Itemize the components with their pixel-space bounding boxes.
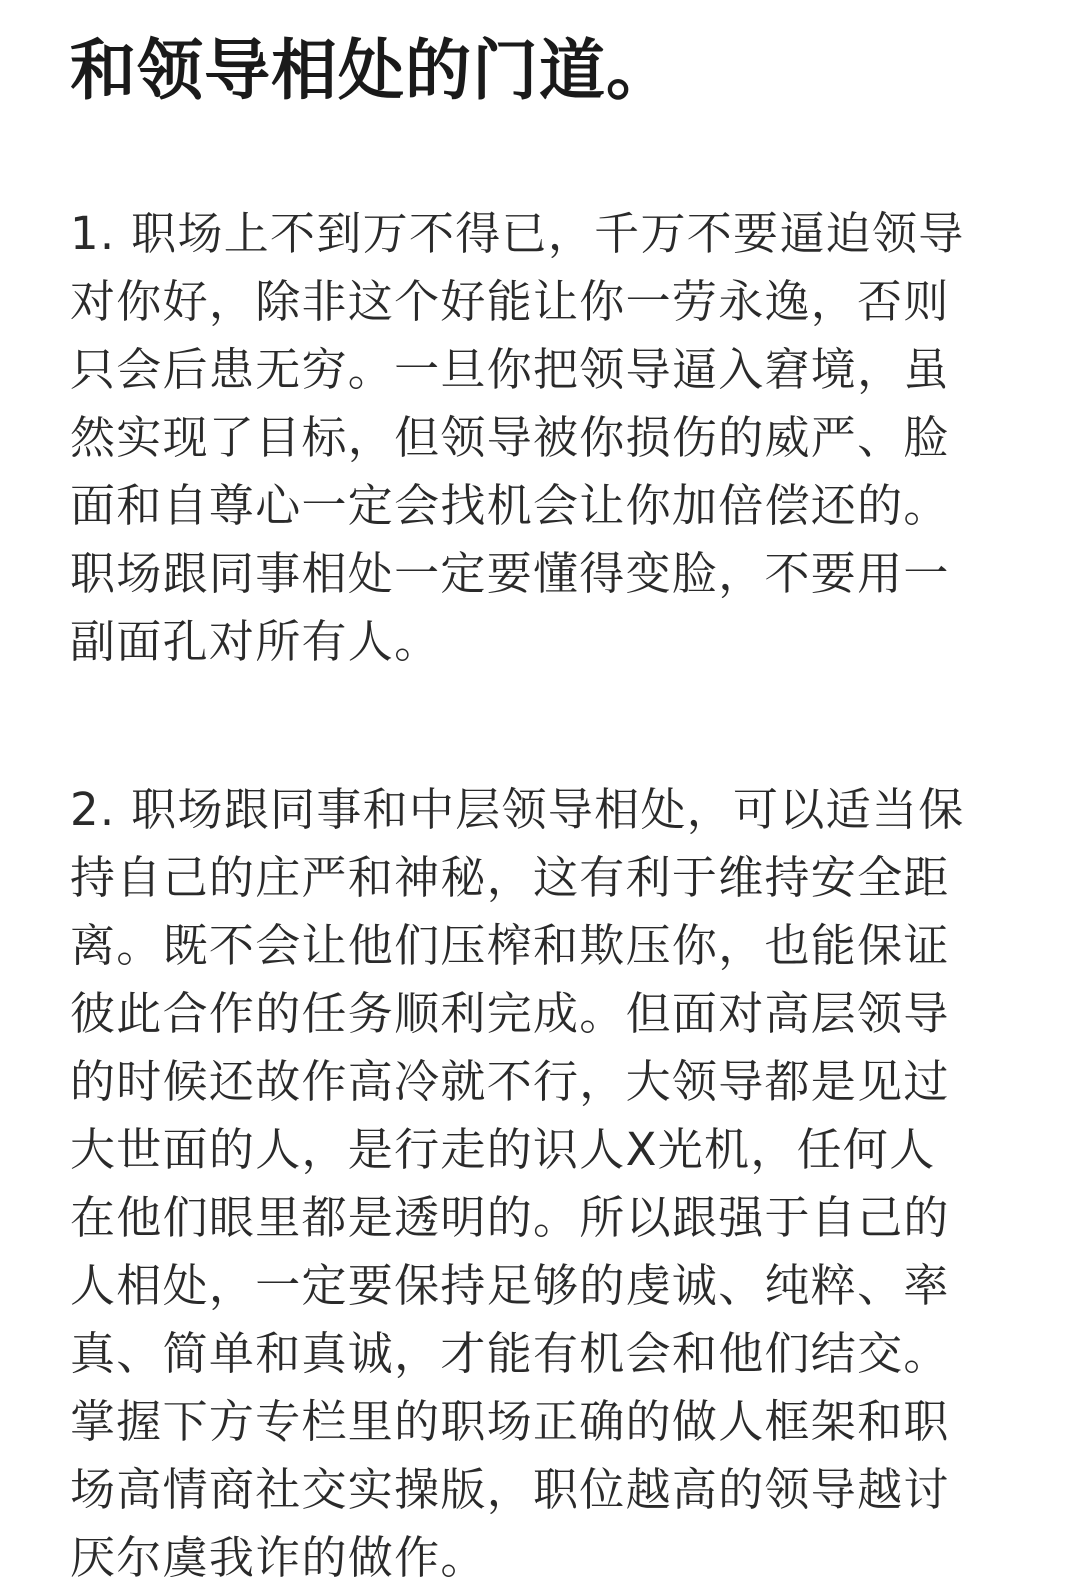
paragraph-line: 持自己的庄严和神秘，这有利于维持安全距 — [70, 851, 950, 904]
paragraph-2 — [70, 776, 1010, 1592]
paragraph-line: 在他们眼里都是透明的。所以跟强于自己的 — [70, 1191, 950, 1244]
paragraph-line: 厌尔虞我诈的做作。 — [70, 1531, 487, 1584]
paragraph-line: 的时候还故作高冷就不行，大领导都是见过 — [70, 1055, 950, 1108]
paragraph-line: 大世面的人，是行走的识人X光机，任何人 — [70, 1123, 936, 1176]
paragraph-line: 2. 职场跟同事和中层领导相处，可以适当保 — [70, 783, 965, 836]
paragraph-line: 只会后患无穷。一旦你把领导逼入窘境，虽 — [70, 343, 950, 396]
paragraph-line: 场高情商社交实操版，职位越高的领导越讨 — [70, 1463, 950, 1516]
paragraph-line: 人相处，一定要保持足够的虔诚、纯粹、率 — [70, 1259, 950, 1312]
paragraph-1 — [70, 200, 1010, 676]
paragraph-line: 面和自尊心一定会找机会让你加倍偿还的。 — [70, 479, 950, 532]
paragraph-line: 彼此合作的任务顺利完成。但面对高层领导 — [70, 987, 950, 1040]
paragraph-line: 然实现了目标，但领导被你损伤的威严、脸 — [70, 411, 950, 464]
article-title: 和领导相处的门道。 — [70, 32, 673, 109]
paragraph-line: 副面孔对所有人。 — [70, 615, 441, 668]
paragraph-line: 真、简单和真诚，才能有机会和他们结交。 — [70, 1327, 950, 1380]
paragraph-line: 1. 职场上不到万不得已，千万不要逼迫领导 — [70, 207, 965, 260]
paragraph-line: 职场跟同事相处一定要懂得变脸，不要用一 — [70, 547, 950, 600]
paragraph-line: 对你好，除非这个好能让你一劳永逸，否则 — [70, 275, 950, 328]
paragraph-line: 离。既不会让他们压榨和欺压你，也能保证 — [70, 919, 950, 972]
paragraph-line: 掌握下方专栏里的职场正确的做人框架和职 — [70, 1395, 950, 1448]
